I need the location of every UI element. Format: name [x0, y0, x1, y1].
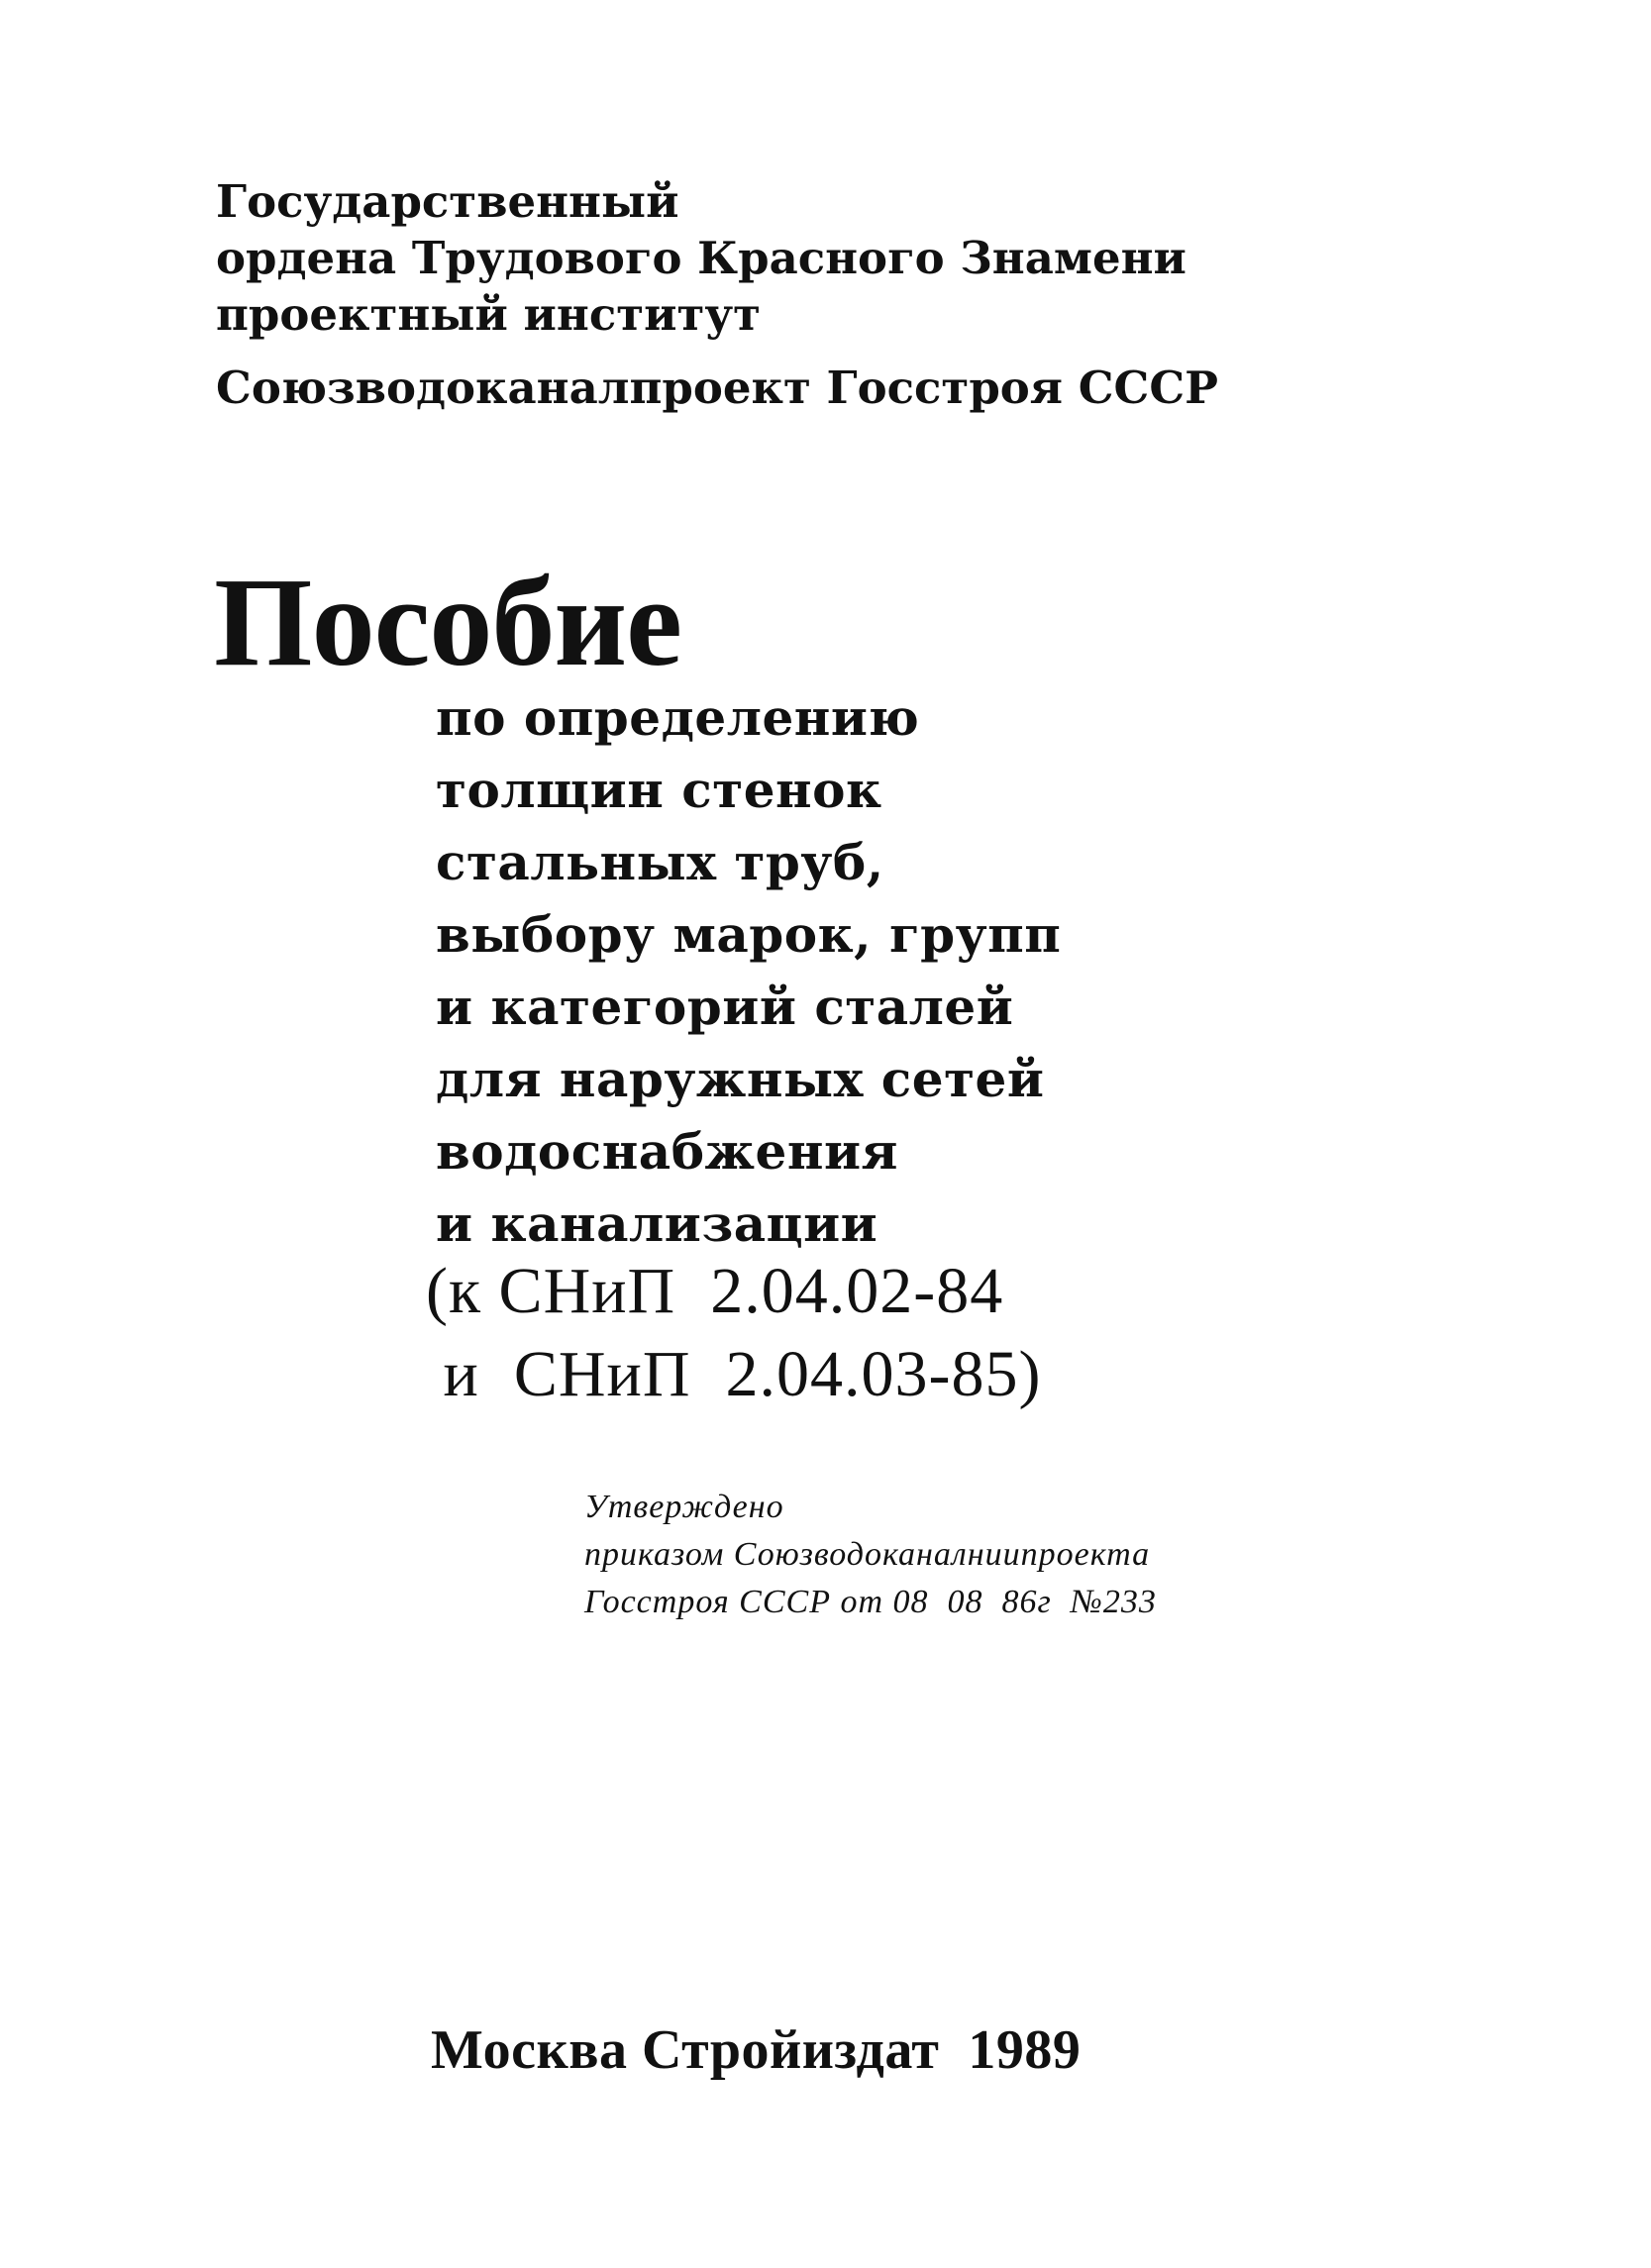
subtitle-line: стальных труб,	[436, 833, 884, 891]
approval-line: Утверждено	[584, 1489, 784, 1525]
institution-block	[216, 173, 1218, 416]
institution-line: Союзводоканалпроект Госстроя СССР	[216, 361, 1218, 414]
snip-line: (к СНиП 2.04.02-84	[426, 1255, 1004, 1327]
subtitle-line: и канализации	[436, 1194, 878, 1253]
approval-line: Госстроя СССР от 08 08 86г №233	[584, 1584, 1157, 1620]
institution-line: Государственный	[216, 175, 679, 228]
subtitle-line: и категорий сталей	[436, 978, 1014, 1036]
subtitle-line: для наружных сетей	[436, 1050, 1045, 1108]
document-title: Пособие	[214, 552, 681, 692]
institution-line: проектный институт	[216, 288, 762, 341]
subtitle-line: водоснабжения	[436, 1122, 898, 1181]
approval-note	[584, 1484, 1157, 1626]
institution-line: ордена Трудового Красного Знамени	[216, 232, 1187, 284]
document-subtitle	[436, 681, 1061, 1260]
subtitle-line: выбору марок, групп	[436, 905, 1062, 964]
approval-line: приказом Союзводоканалниипроекта	[584, 1536, 1151, 1573]
subtitle-line: толщин стенок	[436, 761, 882, 819]
snip-reference	[426, 1250, 1041, 1416]
publisher-imprint: Москва Стройиздат 1989	[431, 2019, 1082, 2081]
snip-line: и СНиП 2.04.03-85)	[426, 1338, 1042, 1410]
subtitle-line: по определению	[436, 688, 920, 747]
